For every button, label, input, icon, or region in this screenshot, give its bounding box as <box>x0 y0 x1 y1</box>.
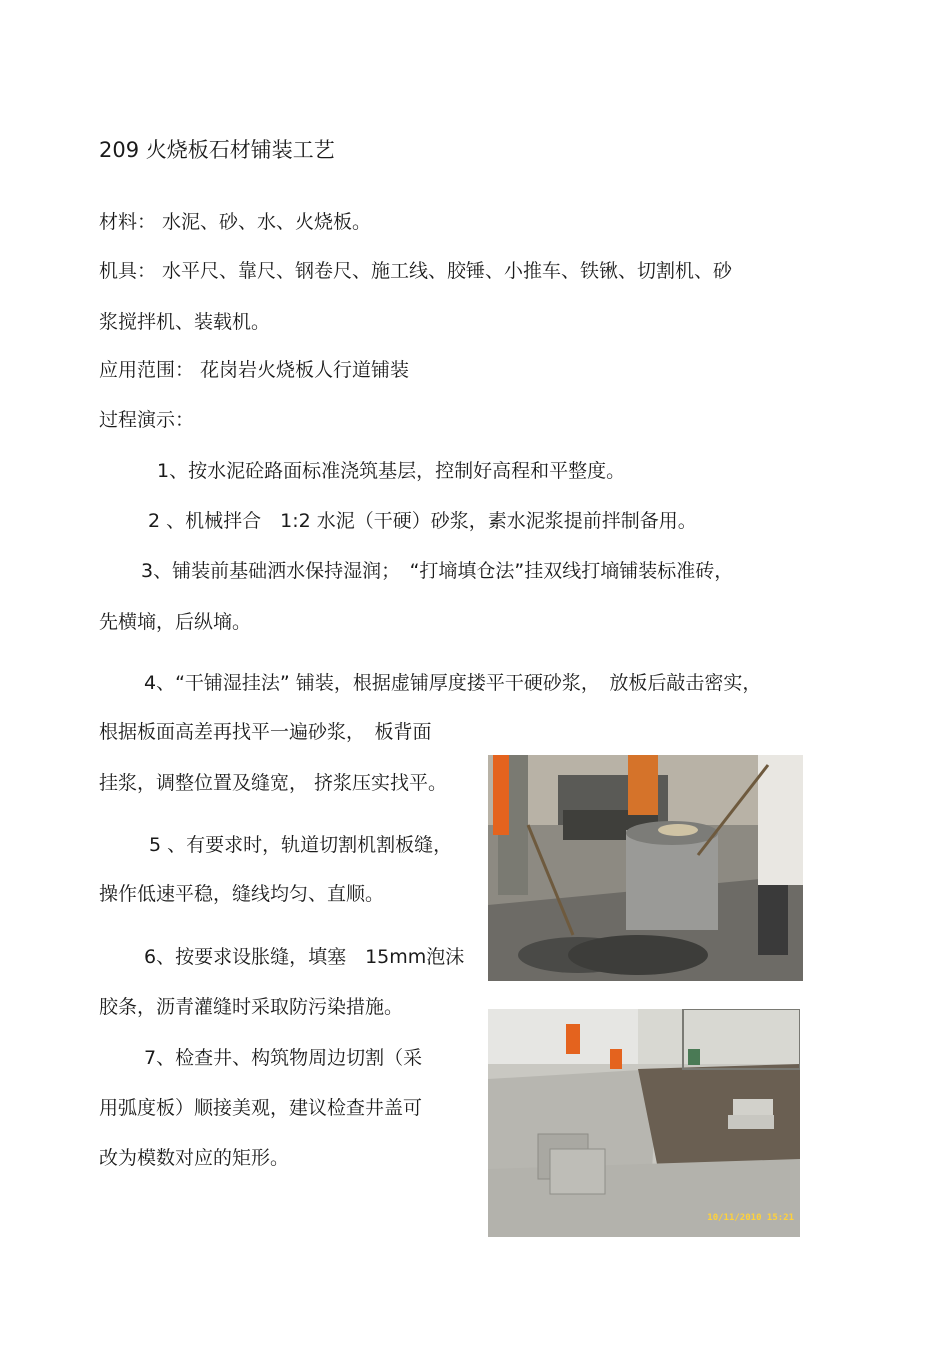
step-4-line2: 根据板面高差再找平一遍砂浆， 板背面 <box>99 721 432 743</box>
mortar-mixing-photo <box>488 755 803 981</box>
step-7-line3: 改为模数对应的矩形。 <box>99 1147 290 1169</box>
scope-text: 应用范围： 花岗岩火烧板人行道铺装 <box>99 359 410 381</box>
step-5-line1: 5 、有要求时，轨道切割机割板缝， <box>149 834 453 856</box>
paving-site-photo <box>488 1009 800 1237</box>
step-5-line2: 操作低速平稳，缝线均匀、直顺。 <box>99 883 385 905</box>
step-1: 1、按水泥砼路面标准浇筑基层，控制好高程和平整度。 <box>157 460 626 482</box>
tools-text-line1: 机具： 水平尺、靠尺、钢卷尺、施工线、胶锤、小推车、铁锹、切割机、砂 <box>99 260 733 282</box>
process-label: 过程演示： <box>99 409 195 431</box>
step-4-line3: 挂浆，调整位置及缝宽， 挤浆压实找平。 <box>99 772 448 794</box>
step-6-line2: 胶条，沥青灌缝时采取防污染措施。 <box>99 996 404 1018</box>
step-3-line1: 3、铺装前基础洒水保持湿润； “打墒填仓法”挂双线打墒铺装标准砖， <box>141 560 734 582</box>
step-6-line1: 6、按要求设胀缝，填塞 15mm泡沫 <box>144 946 465 968</box>
page-title: 209 火烧板石材铺装工艺 <box>99 138 335 162</box>
materials-text: 材料： 水泥、砂、水、火烧板。 <box>99 211 372 233</box>
step-3-line2: 先横墒，后纵墒。 <box>99 611 252 633</box>
step-2: 2 、机械拌合 1:2 水泥（干硬）砂浆，素水泥浆提前拌制备用。 <box>148 510 697 532</box>
photo-timestamp: 10/11/2010 15:21 <box>707 1213 794 1223</box>
step-7-line2: 用弧度板）顺接美观，建议检查井盖可 <box>99 1097 423 1119</box>
step-4-line1: 4、“干铺湿挂法” 铺装，根据虚铺厚度搂平干硬砂浆， 放板后敲击密实， <box>144 672 762 694</box>
step-7-line1: 7、检查井、构筑物周边切割（采 <box>144 1047 423 1069</box>
tools-text-line2: 浆搅拌机、装载机。 <box>99 311 271 333</box>
